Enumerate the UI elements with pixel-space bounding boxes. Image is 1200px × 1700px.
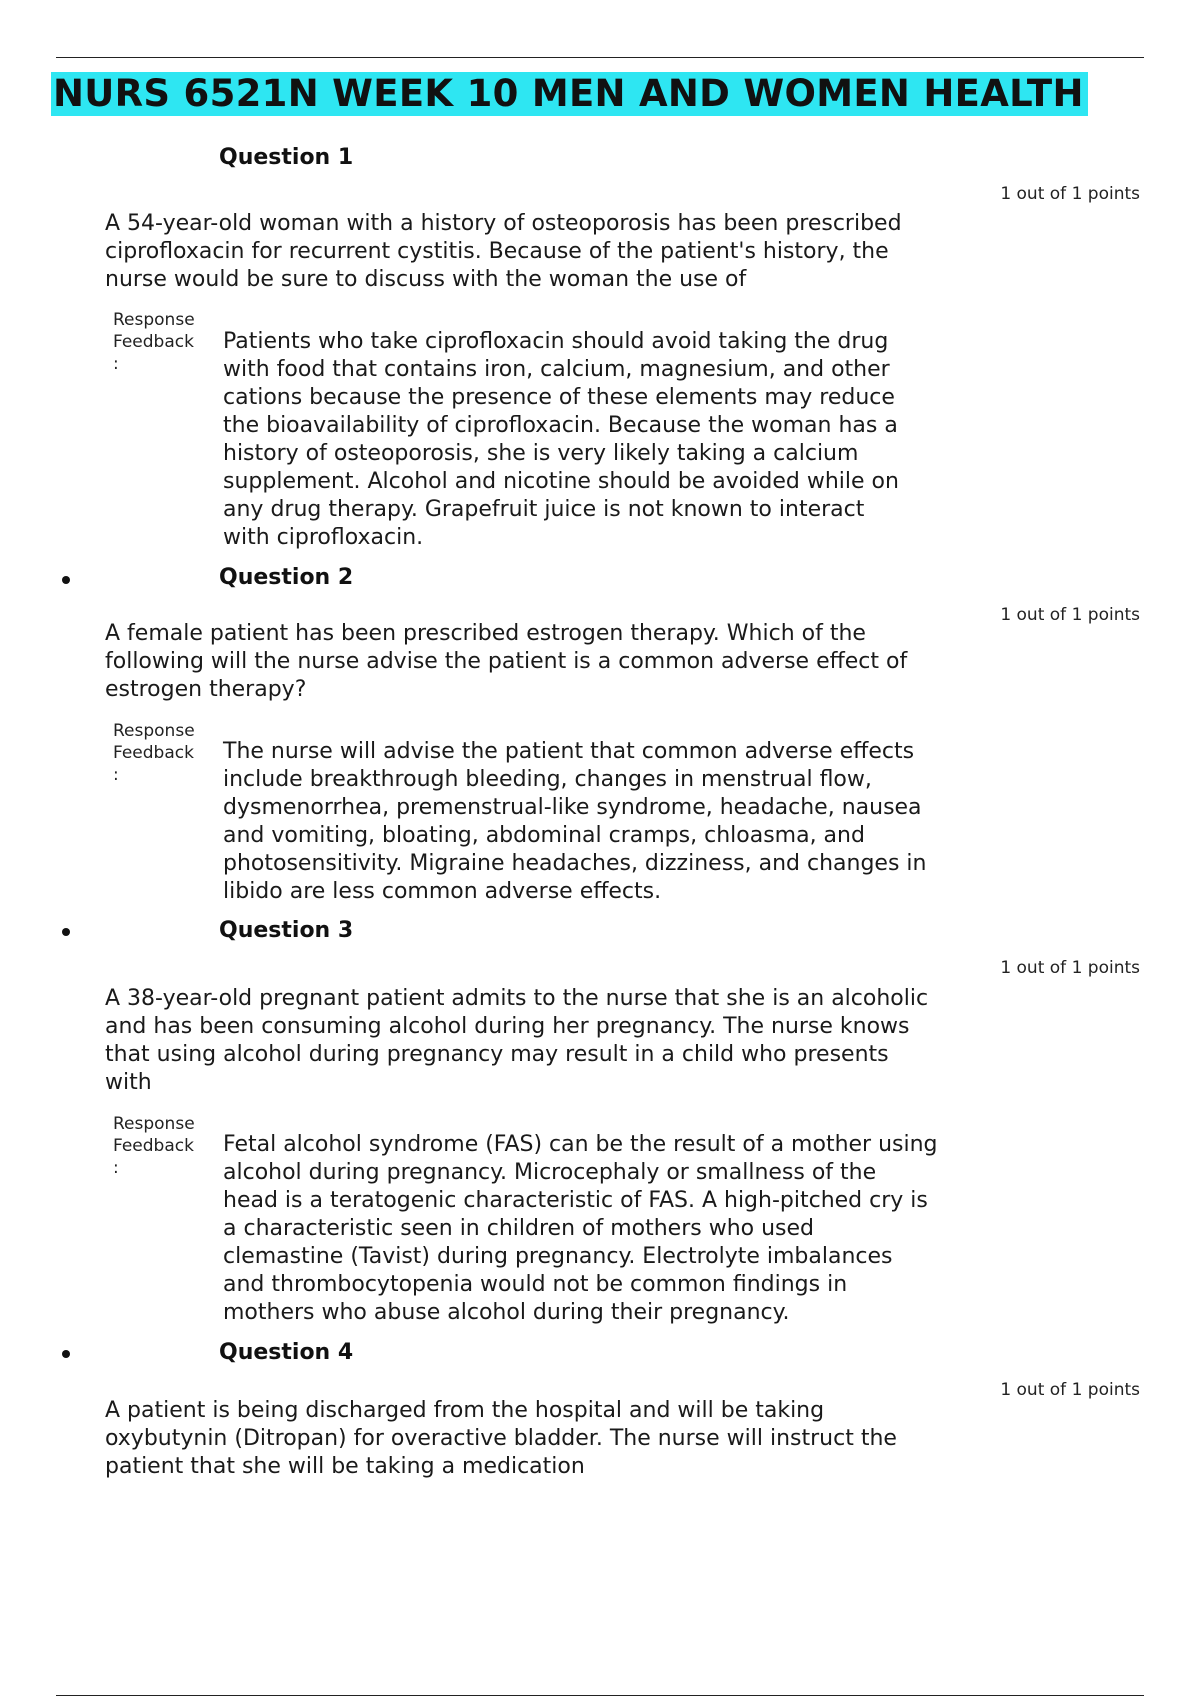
feedback-text bbox=[223, 1131, 938, 1327]
feedback-text-line: Patients who take ciprofloxacin should avoid taking the drug bbox=[223, 329, 889, 354]
points-label: 1 out of 1 points bbox=[1000, 605, 1140, 625]
feedback-text-line: with ciprofloxacin. bbox=[223, 525, 424, 550]
feedback-text-line: clemastine (Tavist) during pregnancy. Electrolyte imbalances bbox=[223, 1244, 893, 1269]
question-heading: Question 4 bbox=[219, 1340, 354, 1365]
feedback-text-line: supplement. Alcohol and nicotine should be avoided while on bbox=[223, 469, 899, 494]
question-text-line: ciprofloxacin for recurrent cystitis. Because of the patient's history, the bbox=[105, 239, 889, 264]
bottom-rule bbox=[56, 1695, 1144, 1696]
feedback-text-line: a characteristic seen in children of mothers who used bbox=[223, 1216, 814, 1241]
feedback-text-line: and thrombocytopenia would not be common findings in bbox=[223, 1272, 848, 1297]
feedback-text-line: the bioavailability of ciprofloxacin. Because the woman has a bbox=[223, 413, 898, 438]
feedback-text-line: history of osteoporosis, she is very likely taking a calcium bbox=[223, 441, 859, 466]
question-text bbox=[105, 985, 928, 1097]
feedback-text-line: include breakthrough bleeding, changes in menstrual flow, bbox=[223, 767, 872, 792]
question-heading: Question 2 bbox=[219, 565, 354, 590]
question-text-line: patient that she will be taking a medication bbox=[105, 1454, 585, 1479]
feedback-text-line: any drug therapy. Grapefruit juice is not known to interact bbox=[223, 497, 865, 522]
question-text bbox=[105, 210, 902, 294]
question-text-line: and has been consuming alcohol during her pregnancy. The nurse knows bbox=[105, 1014, 910, 1039]
feedback-text bbox=[223, 738, 926, 906]
question-heading: Question 1 bbox=[219, 145, 354, 170]
feedback-text-line: head is a teratogenic characteristic of FAS. A high-pitched cry is bbox=[223, 1188, 928, 1213]
question-text-line: A 38-year-old pregnant patient admits to the nurse that she is an alcoholic bbox=[105, 986, 929, 1011]
question-text bbox=[105, 1397, 897, 1481]
feedback-text-line: alcohol during pregnancy. Microcephaly or smallness of the bbox=[223, 1160, 877, 1185]
question-text-line: A female patient has been prescribed estrogen therapy. Which of the bbox=[105, 621, 866, 646]
question-heading: Question 3 bbox=[219, 918, 354, 943]
feedback-text-line: cations because the presence of these elements may reduce bbox=[223, 385, 895, 410]
question-text-line: nurse would be sure to discuss with the woman the use of bbox=[105, 267, 747, 292]
feedback-text-line: with food that contains iron, calcium, magnesium, and other bbox=[223, 357, 890, 382]
points-label: 1 out of 1 points bbox=[1000, 184, 1140, 204]
question-text-line: A 54-year-old woman with a history of osteoporosis has been prescribed bbox=[105, 211, 902, 236]
response-feedback-label: Response Feedback : bbox=[113, 1114, 195, 1178]
question-text bbox=[105, 620, 907, 704]
response-feedback-label: Response Feedback : bbox=[113, 310, 195, 374]
bullet-icon bbox=[62, 576, 70, 584]
feedback-text-line: libido are less common adverse effects. bbox=[223, 879, 662, 904]
question-text-line: estrogen therapy? bbox=[105, 677, 307, 702]
points-label: 1 out of 1 points bbox=[1000, 958, 1140, 978]
feedback-text-line: The nurse will advise the patient that common adverse effects bbox=[223, 739, 915, 764]
bullet-icon bbox=[62, 1350, 70, 1358]
feedback-text-line: and vomiting, bloating, abdominal cramps, chloasma, and bbox=[223, 823, 865, 848]
feedback-text-line: mothers who abuse alcohol during their pregnancy. bbox=[223, 1300, 790, 1325]
question-text-line: A patient is being discharged from the hospital and will be taking bbox=[105, 1398, 825, 1423]
question-text-line: with bbox=[105, 1070, 152, 1095]
feedback-text-line: photosensitivity. Migraine headaches, dizziness, and changes in bbox=[223, 851, 927, 876]
bullet-icon bbox=[62, 928, 70, 936]
points-label: 1 out of 1 points bbox=[1000, 1380, 1140, 1400]
document-title: NURS 6521N WEEK 10 MEN AND WOMEN HEALTH bbox=[51, 72, 1088, 116]
feedback-text-line: Fetal alcohol syndrome (FAS) can be the result of a mother using bbox=[223, 1132, 938, 1157]
top-rule bbox=[56, 57, 1144, 58]
feedback-text-line: dysmenorrhea, premenstrual-like syndrome, headache, nausea bbox=[223, 795, 922, 820]
question-text-line: following will the nurse advise the patient is a common adverse effect of bbox=[105, 649, 908, 674]
question-text-line: that using alcohol during pregnancy may result in a child who presents bbox=[105, 1042, 889, 1067]
response-feedback-label: Response Feedback : bbox=[113, 721, 195, 785]
question-text-line: oxybutynin (Ditropan) for overactive bladder. The nurse will instruct the bbox=[105, 1426, 897, 1451]
feedback-text bbox=[223, 328, 899, 552]
